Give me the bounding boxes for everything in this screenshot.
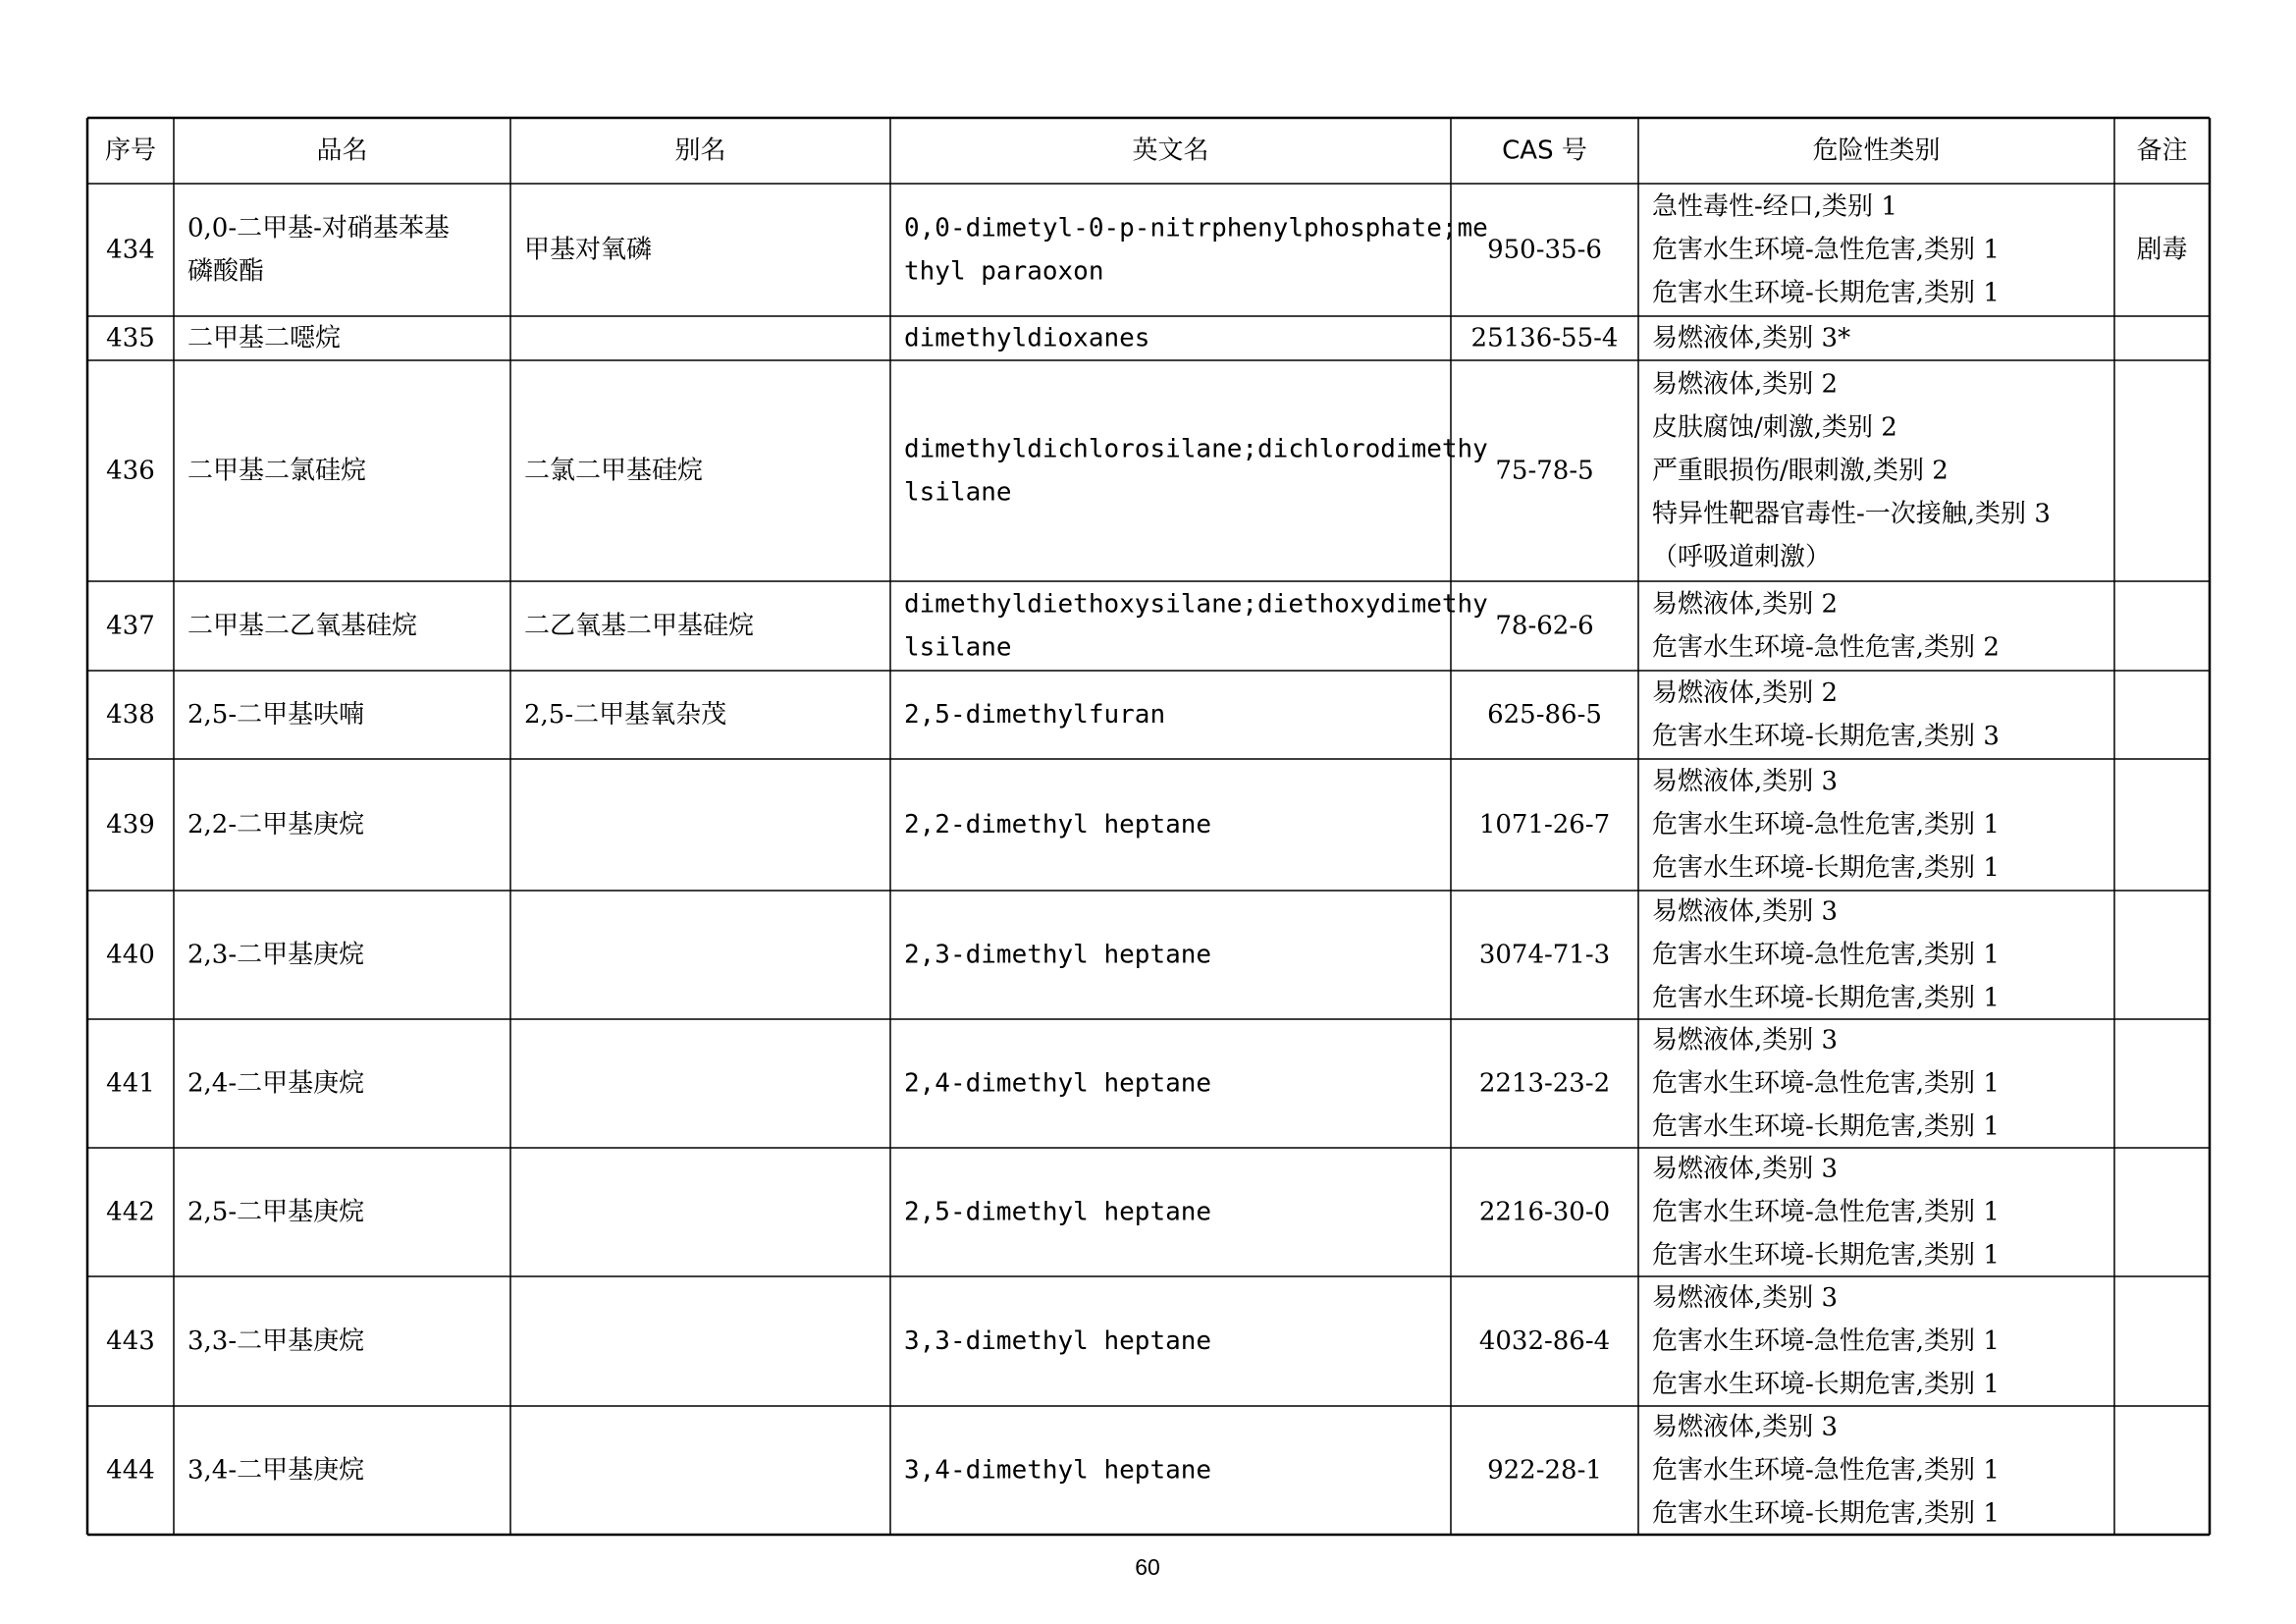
cell-hazard: 易燃液体,类别 3 <box>1652 896 1839 927</box>
cell-name: 2,5-二甲基庚烷 <box>187 1197 365 1227</box>
cell-hazard: （呼吸道刺激） <box>1652 542 1832 572</box>
cell-english: dimethyldichlorosilane;dichlorodimethy <box>904 434 1488 464</box>
cell-english: 3,3-dimethyl heptane <box>904 1326 1212 1356</box>
cell-name: 2,2-二甲基庚烷 <box>187 810 365 839</box>
cell-hazard: 危害水生环境-急性危害,类别 1 <box>1652 1197 2000 1227</box>
cell-hazard: 易燃液体,类别 3 <box>1652 767 1839 796</box>
cell-name: 二甲基二氯硅烷 <box>187 456 367 486</box>
cell-hazard: 易燃液体,类别 3 <box>1652 1283 1839 1313</box>
cell-english: 3,4-dimethyl heptane <box>904 1455 1212 1486</box>
cell-cas: 3074-71-3 <box>1478 940 1611 970</box>
cell-no: 440 <box>106 940 155 970</box>
cell-name: 二甲基二噁烷 <box>187 323 342 353</box>
cell-english: 2,3-dimethyl heptane <box>904 940 1212 970</box>
cell-no: 441 <box>106 1068 155 1099</box>
cell-english: dimethyldioxanes <box>904 323 1150 353</box>
cell-hazard: 危害水生环境-长期危害,类别 1 <box>1652 983 2000 1013</box>
cell-name: 二甲基二乙氧基硅烷 <box>187 611 418 641</box>
cell-hazard: 皮肤腐蚀/刺激,类别 2 <box>1652 412 1897 443</box>
cell-hazard: 危害水生环境-长期危害,类别 1 <box>1652 278 2000 308</box>
cell-no: 435 <box>106 323 155 353</box>
cell-no: 439 <box>106 810 155 839</box>
cell-english: thyl paraoxon <box>904 256 1104 287</box>
cell-hazard: 急性毒性-经口,类别 1 <box>1652 191 1897 222</box>
cell-english: 2,5-dimethyl heptane <box>904 1197 1212 1227</box>
cell-no: 443 <box>106 1326 155 1356</box>
cell-cas: 2213-23-2 <box>1478 1068 1611 1099</box>
cell-no: 437 <box>106 611 155 641</box>
cell-alias: 二氯二甲基硅烷 <box>524 456 704 486</box>
cell-name: 0,0-二甲基-对硝基苯基 <box>187 213 450 244</box>
cell-alias: 二乙氧基二甲基硅烷 <box>524 611 755 641</box>
cell-name: 2,3-二甲基庚烷 <box>187 940 365 970</box>
cell-english: 2,4-dimethyl heptane <box>904 1068 1212 1099</box>
cell-cas: 922-28-1 <box>1487 1455 1602 1486</box>
cell-hazard: 危害水生环境-长期危害,类别 1 <box>1652 1498 2000 1529</box>
cell-alias: 甲基对氧磷 <box>524 235 653 265</box>
header-no: 序号 <box>104 135 157 166</box>
cell-no: 438 <box>106 700 155 730</box>
cell-hazard: 危害水生环境-长期危害,类别 3 <box>1652 722 2000 751</box>
cell-alias: 2,5-二甲基氧杂茂 <box>524 700 727 730</box>
cell-hazard: 危害水生环境-急性危害,类别 1 <box>1652 1326 2000 1356</box>
cell-no: 442 <box>106 1197 155 1227</box>
cell-hazard: 严重眼损伤/眼刺激,类别 2 <box>1652 456 1949 486</box>
header-cas: CAS 号 <box>1502 135 1587 166</box>
cell-name: 磷酸酯 <box>187 256 265 287</box>
cell-english: 0,0-dimetyl-0-p-nitrphenylphosphate;me <box>904 213 1488 244</box>
cell-hazard: 危害水生环境-急性危害,类别 1 <box>1652 1455 2000 1486</box>
cell-hazard: 特异性靶器官毒性-一次接触,类别 3 <box>1652 499 2051 529</box>
cell-hazard: 危害水生环境-急性危害,类别 1 <box>1652 235 2000 265</box>
header-name: 品名 <box>316 135 368 166</box>
cell-hazard: 易燃液体,类别 3* <box>1652 323 1851 353</box>
header-english: 英文名 <box>1132 135 1209 166</box>
cell-cas: 25136-55-4 <box>1470 323 1619 353</box>
hazardous-chemicals-table <box>87 118 2210 1535</box>
cell-hazard: 易燃液体,类别 3 <box>1652 1025 1839 1056</box>
cell-hazard: 危害水生环境-急性危害,类别 1 <box>1652 810 2000 839</box>
cell-english: 2,5-dimethylfuran <box>904 700 1166 730</box>
cell-hazard: 危害水生环境-急性危害,类别 1 <box>1652 940 2000 970</box>
cell-name: 3,4-二甲基庚烷 <box>187 1455 365 1486</box>
cell-note: 剧毒 <box>2136 235 2188 265</box>
cell-english: lsilane <box>904 477 1012 508</box>
cell-hazard: 易燃液体,类别 3 <box>1652 1154 1839 1184</box>
cell-hazard: 危害水生环境-长期危害,类别 1 <box>1652 1111 2000 1142</box>
cell-name: 3,3-二甲基庚烷 <box>187 1326 365 1356</box>
cell-english: 2,2-dimethyl heptane <box>904 810 1212 839</box>
cell-hazard: 易燃液体,类别 2 <box>1652 589 1839 620</box>
cell-hazard: 易燃液体,类别 3 <box>1652 1412 1839 1442</box>
cell-cas: 950-35-6 <box>1487 235 1602 265</box>
cell-hazard: 易燃液体,类别 2 <box>1652 678 1839 708</box>
cell-english: dimethyldiethoxysilane;diethoxydimethy <box>904 589 1488 620</box>
header-note: 备注 <box>2136 135 2188 166</box>
cell-hazard: 危害水生环境-急性危害,类别 1 <box>1652 1068 2000 1099</box>
cell-hazard: 危害水生环境-长期危害,类别 1 <box>1652 1240 2000 1271</box>
cell-cas: 2216-30-0 <box>1478 1197 1611 1227</box>
cell-name: 2,4-二甲基庚烷 <box>187 1068 365 1099</box>
cell-no: 436 <box>106 456 155 486</box>
header-hazard: 危险性类别 <box>1812 135 1941 166</box>
cell-hazard: 危害水生环境-急性危害,类别 2 <box>1652 632 2000 663</box>
cell-cas: 78-62-6 <box>1495 611 1594 641</box>
cell-no: 434 <box>106 235 155 265</box>
cell-name: 2,5-二甲基呋喃 <box>187 700 365 730</box>
cell-cas: 625-86-5 <box>1487 700 1602 730</box>
page-number: 60 <box>1135 1554 1160 1580</box>
cell-hazard: 危害水生环境-长期危害,类别 1 <box>1652 1370 2000 1399</box>
cell-no: 444 <box>106 1455 155 1486</box>
cell-cas: 1071-26-7 <box>1478 810 1611 839</box>
cell-hazard: 易燃液体,类别 2 <box>1652 369 1839 400</box>
cell-english: lsilane <box>904 632 1012 663</box>
cell-cas: 75-78-5 <box>1495 456 1594 486</box>
cell-cas: 4032-86-4 <box>1478 1326 1611 1356</box>
cell-hazard: 危害水生环境-长期危害,类别 1 <box>1652 853 2000 883</box>
header-alias: 别名 <box>674 135 726 166</box>
